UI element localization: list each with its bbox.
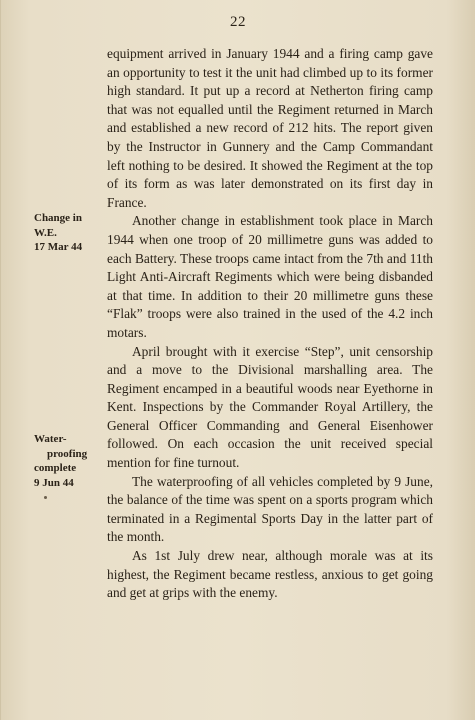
margin-note-line: complete: [34, 462, 77, 474]
margin-note-change-in-we: [34, 211, 82, 255]
page-number: 22: [230, 14, 246, 30]
margin-note-line: proofing: [47, 447, 88, 460]
paragraph-exercise-step: April brought with it exercise “Step”, unit censorship and a move to the Divisional marshalling area. The Regiment encamped in a beautiful woods near Eyethorne in Kent. Inspections by the Commander Royal Artillery, the General Officer Commanding and General Eisenhower followed. On each occasion the unit received special mention for fine turnout.: [107, 343, 433, 471]
margin-note-line: Water-: [34, 433, 67, 445]
margin-note-waterproofing: [34, 432, 87, 490]
margin-note-line: W.E.: [34, 226, 57, 239]
margin-note-line: 17 Mar 44: [34, 241, 83, 253]
margin-note-line: Change in: [34, 212, 82, 224]
ink-mark: [44, 496, 47, 499]
margin-note-line: 9 Jun 44: [34, 476, 74, 489]
paragraph-firing-camp: equipment arrived in January 1944 and a firing camp gave an opportunity to test it the unit had climbed up to its former high standard. It put up a record at Netherton firing camp that was not equalled until the Regiment returned in March and established a new record of 212 hits. The report given by the Instructor in Gunnery and the Camp Commandant left nothing to be desired. It showed the Regiment at the top of its form as was later demonstrated on its first day in France.: [107, 46, 433, 210]
body-text: [107, 45, 433, 603]
paragraph-july: As 1st July drew near, although morale was at its highest, the Regiment became restless, anxious to get going and get at grips with the enemy.: [107, 548, 433, 601]
paragraph-establishment-change: Another change in establishment took place in March 1944 when one troop of 20 millimetre guns was added to each Battery. These troops came intact from the 7th and 11th Light Anti-Aircraft Regiments which were being disbanded at that time. In addition to their 20 millimetre guns these “Flak” troops were also trained in the used of the 4.2 inch motars.: [107, 213, 433, 340]
paragraph-waterproofing: The waterproofing of all vehicles completed by 9 June, the balance of the time was spent on a sports program which terminated in a Regimental Sports Day in the latter part of the month.: [107, 473, 433, 545]
